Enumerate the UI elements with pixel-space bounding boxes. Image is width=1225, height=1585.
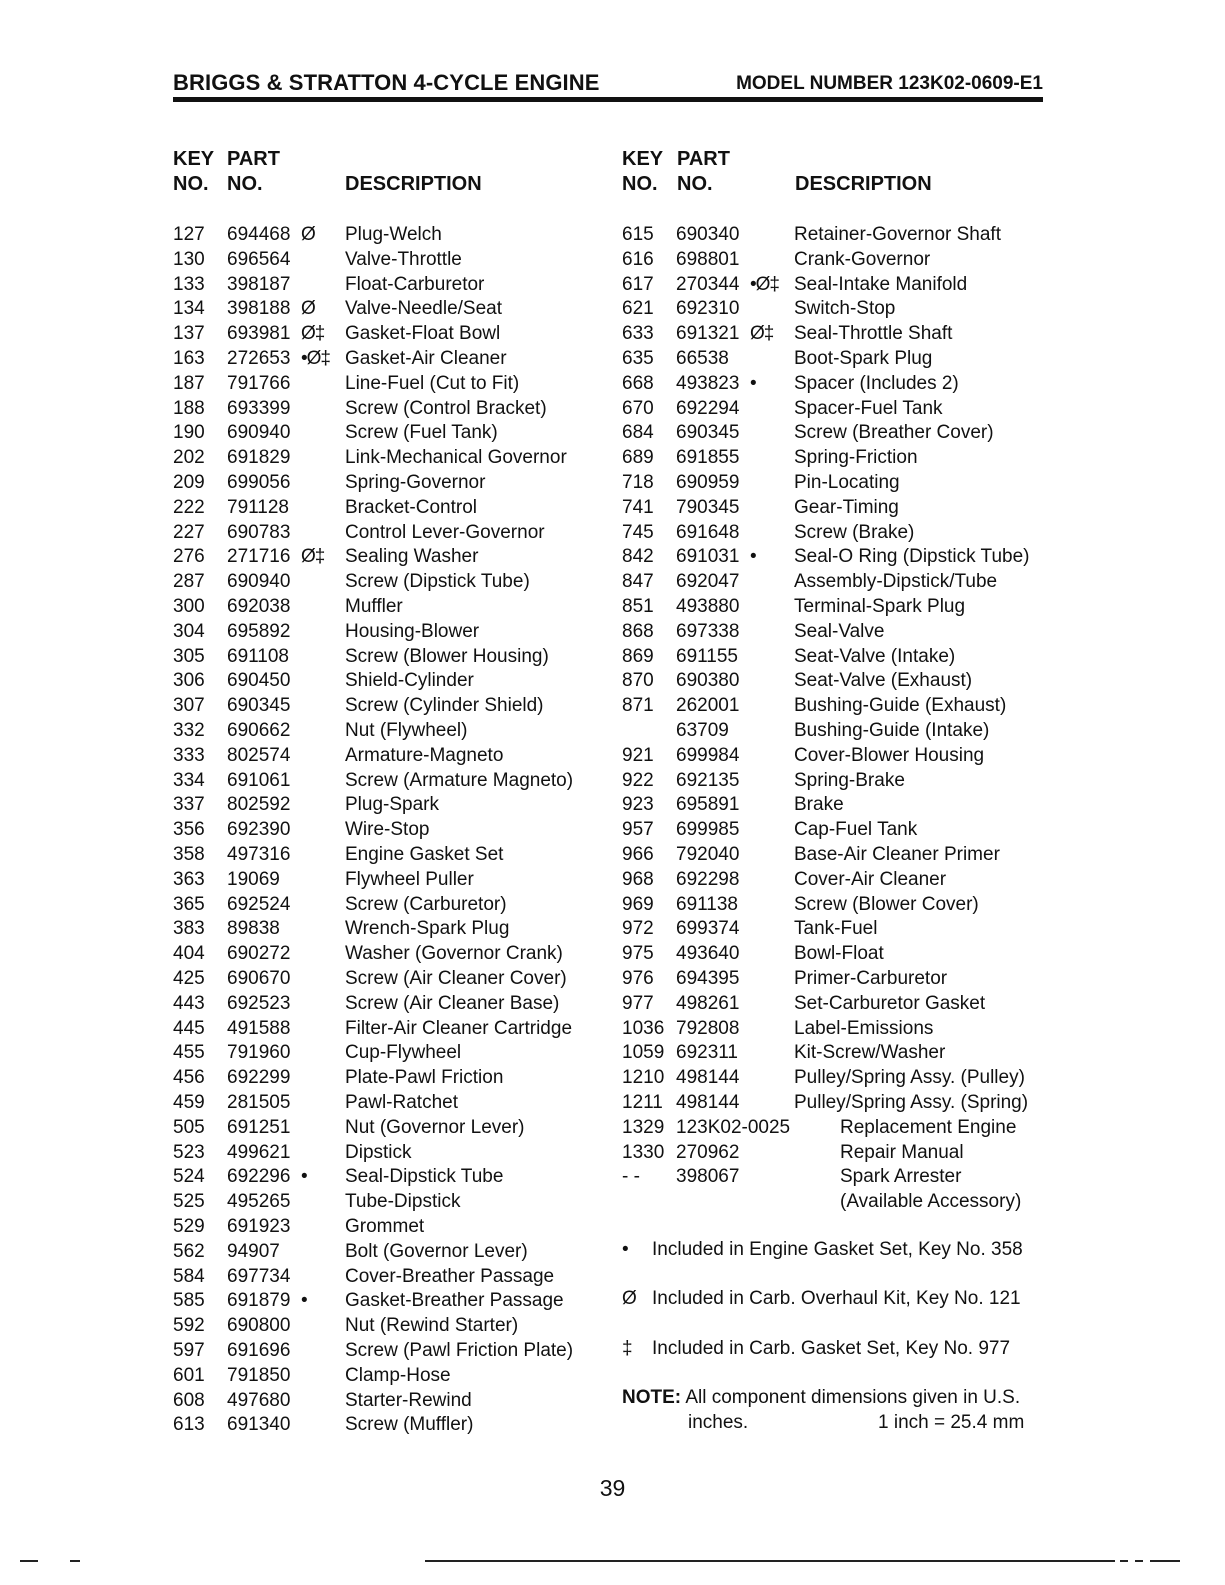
key-no: 358: [173, 844, 205, 865]
key-no: 1210: [622, 1067, 665, 1089]
part-no: 271716: [227, 546, 291, 568]
key-no: 307: [173, 695, 205, 717]
part-description: Brake: [794, 794, 844, 816]
part-no: 270962: [676, 1141, 740, 1163]
key-no: 584: [173, 1265, 205, 1287]
kit-symbols: •: [301, 1290, 307, 1312]
part-no: 89838: [227, 918, 280, 940]
key-no: 209: [173, 472, 205, 493]
key-no: 306: [173, 670, 205, 692]
part-description: Wire-Stop: [345, 819, 430, 841]
part-description: Flywheel Puller: [345, 868, 474, 890]
key-no: 922: [622, 769, 654, 791]
part-description: Pawl-Ratchet: [345, 1092, 458, 1113]
part-description: Gasket-Float Bowl: [345, 323, 501, 345]
part-no: 693399: [227, 397, 291, 419]
part-description: Housing-Blower: [345, 620, 480, 642]
key-no: 443: [173, 992, 205, 1014]
part-no: 493640: [676, 943, 740, 965]
part-no: 692296: [227, 1166, 291, 1188]
key-no: 635: [622, 348, 654, 369]
part-no: 690380: [676, 670, 740, 692]
part-description: Link-Mechanical Governor: [345, 447, 567, 469]
key-no: 304: [173, 620, 205, 642]
part-description: Bushing-Guide (Exhaust): [794, 695, 1007, 717]
kit-symbols: •: [750, 546, 756, 568]
page-header: [173, 70, 1043, 100]
key-no: 668: [622, 372, 654, 394]
key-no: 523: [173, 1141, 205, 1163]
kit-symbols: •Ø‡: [750, 273, 779, 295]
part-no: 691031: [676, 546, 740, 568]
key-no: 337: [173, 794, 205, 816]
part-no: 690940: [227, 422, 291, 444]
double-dagger-symbol: ‡: [622, 1338, 633, 1359]
part-no: 493880: [676, 596, 740, 617]
part-description: Set-Carburetor Gasket: [794, 992, 986, 1014]
part-no: 398187: [227, 273, 291, 295]
part-description: Nut (Flywheel): [345, 720, 468, 741]
key-no: 445: [173, 1017, 205, 1039]
part-description: Clamp-Hose: [345, 1364, 451, 1386]
key-no-heading-right: KEY NO.: [622, 148, 664, 195]
part-no: 697338: [676, 620, 740, 642]
key-no: 525: [173, 1191, 205, 1213]
key-no: 592: [173, 1315, 205, 1337]
part-no: 691340: [227, 1414, 291, 1436]
part-description: Engine Gasket Set: [345, 844, 504, 865]
part-no: 498261: [676, 992, 740, 1014]
key-no: 190: [173, 422, 205, 444]
part-description: Repair Manual: [840, 1141, 964, 1163]
page-number: 39: [599, 1475, 626, 1501]
part-description: Tank-Fuel: [794, 918, 878, 940]
part-description: Cup-Flywheel: [345, 1042, 462, 1064]
key-no: 615: [622, 224, 654, 245]
key-no: 202: [173, 447, 205, 469]
key-no: 741: [622, 496, 654, 518]
key-no: 276: [173, 546, 205, 568]
part-no: 691108: [227, 645, 289, 667]
part-no: 691696: [227, 1340, 291, 1361]
kit-symbols: •Ø‡: [301, 348, 330, 369]
key-no: 851: [622, 596, 654, 617]
key-no: 425: [173, 968, 205, 989]
part-no: 690272: [227, 943, 291, 965]
part-no: 802574: [227, 744, 291, 766]
part-no: 498144: [676, 1067, 740, 1089]
key-no: 222: [173, 496, 205, 518]
part-no: 694395: [676, 968, 740, 989]
part-no: 691155: [676, 645, 738, 667]
model-number: MODEL NUMBER 123K02-0609-E1: [736, 73, 1043, 94]
part-no: 690450: [227, 670, 291, 692]
part-description: Screw (Blower Cover): [794, 893, 979, 915]
part-description: Seal-Throttle Shaft: [794, 323, 953, 345]
part-no: 692299: [227, 1067, 291, 1089]
part-description: Base-Air Cleaner Primer: [794, 844, 1000, 865]
note-label: NOTE:: [622, 1387, 682, 1408]
part-description: Seal-Intake Manifold: [794, 273, 968, 295]
part-no: 94907: [227, 1240, 280, 1262]
part-description: Valve-Throttle: [345, 248, 462, 270]
part-no: 699985: [676, 819, 740, 841]
key-no: 869: [622, 645, 654, 667]
part-description: Plug-Spark: [345, 794, 439, 816]
description-heading-left: DESCRIPTION: [345, 173, 482, 195]
diameter-symbol: Ø: [622, 1288, 637, 1309]
part-no: 790345: [676, 496, 740, 518]
key-no: 1330: [622, 1141, 665, 1163]
part-description: Cover-Breather Passage: [345, 1265, 555, 1287]
part-description: Nut (Governor Lever): [345, 1116, 525, 1138]
part-no: 691879: [227, 1290, 291, 1312]
part-description: Crank-Governor: [794, 248, 931, 270]
key-no: 524: [173, 1166, 205, 1188]
part-no: 699374: [676, 918, 740, 940]
part-description: Screw (Control Bracket): [345, 397, 547, 419]
part-description: Screw (Blower Housing): [345, 645, 549, 667]
part-description: Line-Fuel (Cut to Fit): [345, 372, 520, 394]
part-description: Seat-Valve (Exhaust): [794, 670, 973, 692]
key-no: 334: [173, 769, 205, 791]
key-no: 505: [173, 1116, 205, 1138]
key-no: 597: [173, 1340, 205, 1361]
part-no: 281505: [227, 1092, 291, 1113]
part-no: 690959: [676, 472, 740, 493]
part-no-heading-right: PART NO.: [677, 148, 730, 195]
key-no: 187: [173, 372, 205, 394]
key-no: 847: [622, 571, 654, 593]
conversion-note: 1 inch = 25.4 mm: [878, 1412, 1025, 1433]
key-no: 459: [173, 1092, 205, 1113]
part-description: Pin-Locating: [794, 472, 900, 493]
key-no: 1211: [622, 1092, 663, 1113]
part-no: 791960: [227, 1042, 291, 1064]
part-no: 691855: [676, 447, 740, 469]
key-no: 1036: [622, 1017, 665, 1039]
key-no: 670: [622, 397, 654, 419]
dimension-note: NOTE: All component dimensions given in U.S.: [622, 1387, 1021, 1408]
part-no: 692390: [227, 819, 291, 841]
part-description: Spark Arrester: [840, 1166, 962, 1188]
part-description: Spring-Brake: [794, 769, 905, 791]
part-description: Terminal-Spark Plug: [794, 596, 966, 617]
part-description: Shield-Cylinder: [345, 670, 474, 692]
key-no: 868: [622, 620, 654, 642]
key-no: 585: [173, 1290, 205, 1312]
part-no: 497680: [227, 1389, 291, 1411]
part-description: Gear-Timing: [794, 496, 899, 518]
part-no: 498144: [676, 1092, 740, 1113]
part-no: 495265: [227, 1191, 291, 1213]
part-description: Kit-Screw/Washer: [794, 1042, 946, 1064]
key-no: 333: [173, 744, 205, 766]
part-description: Valve-Needle/Seat: [345, 298, 503, 320]
part-no: 690340: [676, 224, 740, 245]
part-no: 493823: [676, 372, 740, 394]
key-no: 613: [173, 1414, 205, 1436]
part-description: Dipstick: [345, 1141, 412, 1163]
key-no: 562: [173, 1240, 205, 1262]
part-no: 691251: [227, 1116, 291, 1138]
part-description: Muffler: [345, 596, 403, 617]
part-description: Screw (Pawl Friction Plate): [345, 1340, 574, 1361]
key-no: 684: [622, 422, 654, 444]
part-description: Screw (Dipstick Tube): [345, 571, 530, 593]
key-no: 976: [622, 968, 654, 989]
part-no: 692294: [676, 397, 740, 419]
part-description: Plug-Welch: [345, 224, 442, 245]
key-no: 404: [173, 943, 205, 965]
part-description: Bowl-Float: [794, 943, 884, 965]
part-description: Seat-Valve (Intake): [794, 645, 956, 667]
key-no: 972: [622, 918, 654, 940]
key-no: 363: [173, 868, 205, 890]
kit-symbols: Ø: [301, 298, 315, 320]
part-no: 499621: [227, 1141, 291, 1163]
key-no: 969: [622, 893, 654, 915]
part-description: Bracket-Control: [345, 496, 477, 518]
part-description: Screw (Air Cleaner Cover): [345, 968, 567, 989]
part-description: Spring-Governor: [345, 472, 486, 493]
key-no: 127: [173, 224, 205, 245]
part-description: Screw (Air Cleaner Base): [345, 992, 560, 1014]
key-no: 133: [173, 273, 205, 295]
part-no: 690345: [676, 422, 740, 444]
kit-symbols: Ø: [301, 224, 315, 245]
part-no-heading-left: PART NO.: [227, 148, 280, 195]
part-no: 692135: [676, 769, 740, 791]
part-no: 398067: [676, 1166, 740, 1188]
part-description: Screw (Brake): [794, 521, 915, 543]
key-no: 383: [173, 918, 205, 940]
key-no: 456: [173, 1067, 205, 1089]
part-no: 692047: [676, 571, 740, 593]
part-no: 691138: [676, 893, 738, 915]
part-no: 398188: [227, 298, 291, 320]
part-no: 262001: [676, 695, 740, 717]
description-heading-right: DESCRIPTION: [795, 173, 932, 195]
bullet-symbol: •: [622, 1239, 629, 1260]
part-no: 123K02-0025: [676, 1116, 791, 1138]
key-no: 1059: [622, 1042, 665, 1064]
key-no: 966: [622, 844, 654, 865]
part-description: Starter-Rewind: [345, 1389, 472, 1411]
key-no: 718: [622, 472, 654, 493]
key-no: 287: [173, 571, 205, 593]
part-no: 693981: [227, 323, 291, 345]
kit-symbols: Ø‡: [301, 546, 325, 568]
part-description: Nut (Rewind Starter): [345, 1315, 519, 1337]
part-no: 696564: [227, 248, 291, 270]
key-no: 227: [173, 521, 205, 543]
part-description: Screw (Fuel Tank): [345, 422, 498, 444]
key-no: 975: [622, 943, 654, 965]
scan-edge-marks: [0, 1560, 1225, 1564]
part-description: Control Lever-Governor: [345, 521, 545, 543]
part-description: Cover-Blower Housing: [794, 744, 985, 766]
part-description: Tube-Dipstick: [345, 1191, 461, 1213]
key-no: 745: [622, 521, 654, 543]
part-no: 66538: [676, 348, 729, 369]
key-no: 1329: [622, 1116, 665, 1138]
key-no: 188: [173, 397, 205, 419]
part-description: Bushing-Guide (Intake): [794, 720, 990, 741]
part-no: 695891: [676, 794, 740, 816]
part-no: 690940: [227, 571, 291, 593]
part-description: Boot-Spark Plug: [794, 348, 933, 369]
key-no: 957: [622, 819, 654, 841]
part-description: Spring-Friction: [794, 447, 918, 469]
key-no: 332: [173, 720, 205, 741]
kit-symbols: •: [750, 372, 756, 394]
part-description: Cover-Air Cleaner: [794, 868, 947, 890]
part-no: 270344: [676, 273, 740, 295]
kit-symbols: Ø‡: [750, 323, 774, 345]
part-no: 691321: [676, 323, 740, 345]
part-description: Primer-Carburetor: [794, 968, 948, 989]
key-no: 300: [173, 596, 205, 617]
part-description: Seal-Dipstick Tube: [345, 1166, 504, 1188]
key-no: 356: [173, 819, 205, 841]
part-no: 63709: [676, 720, 729, 741]
part-no: 791766: [227, 372, 291, 394]
part-no: 690800: [227, 1315, 291, 1337]
part-no: 691061: [227, 769, 291, 791]
part-description: Label-Emissions: [794, 1017, 934, 1039]
part-description: Assembly-Dipstick/Tube: [794, 571, 998, 593]
key-no: - -: [622, 1166, 640, 1188]
part-description: Float-Carburetor: [345, 273, 485, 295]
part-no: 691923: [227, 1216, 291, 1237]
key-no: 601: [173, 1364, 205, 1386]
key-no: 365: [173, 893, 205, 915]
key-no: 921: [622, 744, 654, 766]
part-no: 19069: [227, 868, 280, 890]
part-description: Pulley/Spring Assy. (Pulley): [794, 1067, 1025, 1089]
part-description: Armature-Magneto: [345, 744, 504, 766]
key-no: 455: [173, 1042, 205, 1064]
key-no: 616: [622, 248, 654, 270]
part-description: Spacer-Fuel Tank: [794, 397, 943, 419]
key-no: 633: [622, 323, 654, 345]
key-no: 968: [622, 868, 654, 890]
part-no: 694468: [227, 224, 291, 245]
key-no: 871: [622, 695, 654, 717]
part-no: 690783: [227, 521, 291, 543]
part-description: Plate-Pawl Friction: [345, 1067, 504, 1089]
part-description: Filter-Air Cleaner Cartridge: [345, 1017, 573, 1039]
part-description: Gasket-Air Cleaner: [345, 348, 507, 369]
part-no: 690662: [227, 720, 291, 741]
part-no: 699984: [676, 744, 740, 766]
part-no: 699056: [227, 472, 291, 493]
part-description: Retainer-Governor Shaft: [794, 224, 1001, 245]
part-no: 698801: [676, 248, 740, 270]
part-description: Spacer (Includes 2): [794, 372, 959, 394]
part-description: Washer (Governor Crank): [345, 943, 563, 965]
part-description: Wrench-Spark Plug: [345, 918, 510, 940]
document-title: BRIGGS & STRATTON 4-CYCLE ENGINE: [173, 70, 600, 95]
part-description: Sealing Washer: [345, 546, 479, 568]
part-description: Seal-O Ring (Dipstick Tube): [794, 546, 1030, 568]
part-no: 691648: [676, 521, 740, 543]
key-no: 870: [622, 670, 654, 692]
part-no: 697734: [227, 1265, 291, 1287]
part-no: 692523: [227, 992, 291, 1014]
part-no: 692298: [676, 868, 740, 890]
key-no-heading-left: KEY NO.: [173, 148, 215, 195]
part-no: 692311: [676, 1042, 738, 1064]
key-no: 163: [173, 348, 205, 369]
part-description: Screw (Carburetor): [345, 893, 507, 915]
key-no: 621: [622, 298, 654, 320]
key-no: 608: [173, 1389, 205, 1411]
key-no: 977: [622, 992, 654, 1014]
part-no: 792040: [676, 844, 740, 865]
part-no: 692310: [676, 298, 740, 320]
part-no: 802592: [227, 794, 291, 816]
part-description: Screw (Cylinder Shield): [345, 695, 544, 717]
part-no: 692524: [227, 893, 291, 915]
part-description: Seal-Valve: [794, 620, 885, 642]
part-description: Grommet: [345, 1216, 425, 1237]
key-no: 137: [173, 323, 205, 345]
part-description: Switch-Stop: [794, 298, 896, 320]
key-no: 130: [173, 248, 205, 270]
key-no: 134: [173, 298, 205, 320]
part-no: 792808: [676, 1017, 740, 1039]
kit-symbols: •: [301, 1166, 307, 1188]
part-description: Screw (Breather Cover): [794, 422, 994, 444]
part-no: 690345: [227, 695, 291, 717]
part-description: (Available Accessory): [840, 1191, 1022, 1213]
part-no: 497316: [227, 844, 291, 865]
key-no: 923: [622, 794, 654, 816]
part-no: 791850: [227, 1364, 291, 1386]
part-description: Gasket-Breather Passage: [345, 1290, 564, 1312]
key-no: 617: [622, 273, 654, 295]
header-rule: [173, 97, 1043, 102]
part-description: Screw (Armature Magneto): [345, 769, 574, 791]
part-description: Screw (Muffler): [345, 1414, 474, 1436]
part-no: 692038: [227, 596, 291, 617]
kit-symbols: Ø‡: [301, 323, 325, 345]
part-description: Pulley/Spring Assy. (Spring): [794, 1092, 1029, 1113]
part-description: Replacement Engine: [840, 1116, 1017, 1138]
key-no: 842: [622, 546, 654, 568]
key-no: 529: [173, 1216, 205, 1237]
dimension-note-inches: inches.: [688, 1412, 749, 1433]
part-no: 491588: [227, 1017, 291, 1039]
part-description: Bolt (Governor Lever): [345, 1240, 528, 1262]
part-no: 272653: [227, 348, 291, 369]
part-no: 695892: [227, 620, 291, 642]
part-no: 791128: [227, 496, 289, 518]
key-no: 689: [622, 447, 654, 469]
part-description: Cap-Fuel Tank: [794, 819, 918, 841]
key-no: 305: [173, 645, 205, 667]
part-no: 691829: [227, 447, 291, 469]
part-no: 690670: [227, 968, 291, 989]
